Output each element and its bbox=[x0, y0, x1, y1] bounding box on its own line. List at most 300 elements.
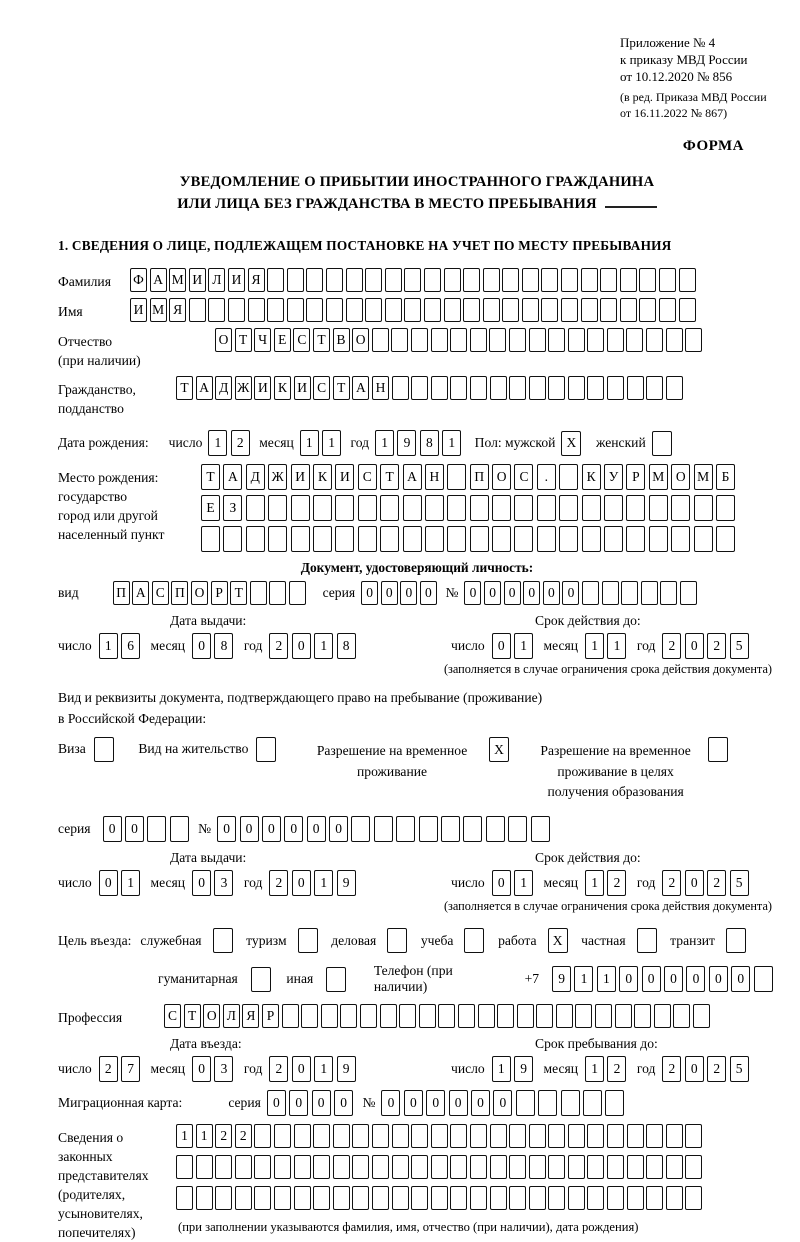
cell[interactable]: А bbox=[150, 268, 167, 292]
cell[interactable] bbox=[248, 298, 265, 322]
cell[interactable] bbox=[294, 1186, 311, 1210]
cell[interactable] bbox=[351, 816, 370, 842]
cell[interactable] bbox=[693, 1004, 710, 1028]
cell[interactable]: Я bbox=[169, 298, 186, 322]
cell[interactable]: И bbox=[291, 464, 310, 490]
cell[interactable] bbox=[575, 1004, 592, 1028]
cell[interactable] bbox=[431, 1124, 448, 1148]
cell[interactable]: В bbox=[333, 328, 350, 352]
cell[interactable] bbox=[380, 1004, 397, 1028]
cell[interactable] bbox=[313, 1186, 330, 1210]
patronymic-cells[interactable] bbox=[215, 328, 705, 352]
cell[interactable] bbox=[267, 298, 284, 322]
cell[interactable] bbox=[514, 495, 533, 521]
cell[interactable]: О bbox=[215, 328, 232, 352]
cell[interactable] bbox=[458, 1004, 475, 1028]
cell[interactable] bbox=[615, 1004, 632, 1028]
cell[interactable] bbox=[537, 526, 556, 552]
cell[interactable] bbox=[196, 1155, 213, 1179]
cell[interactable] bbox=[587, 1186, 604, 1210]
cell[interactable]: 2 bbox=[269, 1056, 288, 1082]
entry-year-cells[interactable] bbox=[269, 1056, 359, 1082]
cell[interactable]: Т bbox=[235, 328, 252, 352]
cell[interactable] bbox=[254, 1155, 271, 1179]
male-checkbox[interactable] bbox=[561, 431, 584, 456]
cell[interactable] bbox=[646, 328, 663, 352]
cell[interactable] bbox=[568, 1124, 585, 1148]
cell[interactable]: Е bbox=[274, 328, 291, 352]
cell[interactable] bbox=[470, 1186, 487, 1210]
cell[interactable] bbox=[652, 431, 672, 456]
cell[interactable] bbox=[250, 581, 267, 605]
cell[interactable] bbox=[94, 737, 114, 762]
cell[interactable] bbox=[444, 268, 461, 292]
cell[interactable] bbox=[189, 298, 206, 322]
cell[interactable] bbox=[313, 526, 332, 552]
cell[interactable] bbox=[607, 1155, 624, 1179]
cell[interactable] bbox=[464, 928, 484, 953]
doc1-valid-month-cells[interactable] bbox=[585, 633, 630, 659]
cell[interactable]: 1 bbox=[314, 1056, 333, 1082]
cell[interactable] bbox=[403, 526, 422, 552]
cell[interactable]: 1 bbox=[176, 1124, 193, 1148]
cell[interactable] bbox=[556, 1004, 573, 1028]
cell[interactable] bbox=[235, 1155, 252, 1179]
cell[interactable] bbox=[637, 928, 657, 953]
cell[interactable] bbox=[754, 966, 773, 992]
cell[interactable]: К bbox=[313, 464, 332, 490]
cell[interactable]: Т bbox=[176, 376, 193, 400]
cell[interactable] bbox=[254, 1124, 271, 1148]
cell[interactable] bbox=[492, 526, 511, 552]
cell[interactable] bbox=[478, 1004, 495, 1028]
cell[interactable] bbox=[538, 1090, 557, 1116]
cell[interactable] bbox=[352, 1155, 369, 1179]
cell[interactable] bbox=[411, 328, 428, 352]
cell[interactable] bbox=[620, 298, 637, 322]
cell[interactable]: Б bbox=[716, 464, 735, 490]
cell[interactable] bbox=[306, 298, 323, 322]
cell[interactable]: Я bbox=[248, 268, 265, 292]
cell[interactable] bbox=[660, 581, 677, 605]
cell[interactable]: 0 bbox=[192, 633, 211, 659]
cell[interactable] bbox=[626, 495, 645, 521]
cell[interactable] bbox=[581, 298, 598, 322]
cell[interactable] bbox=[529, 1124, 546, 1148]
cell[interactable]: 0 bbox=[240, 816, 259, 842]
temp-residence-checkbox[interactable] bbox=[489, 737, 512, 762]
cell[interactable] bbox=[228, 298, 245, 322]
cell[interactable] bbox=[694, 495, 713, 521]
cell[interactable]: О bbox=[191, 581, 208, 605]
cell[interactable]: 0 bbox=[267, 1090, 286, 1116]
cell[interactable] bbox=[326, 268, 343, 292]
cell[interactable]: 0 bbox=[400, 581, 417, 605]
doc1-issue-year-cells[interactable] bbox=[269, 633, 359, 659]
cell[interactable] bbox=[587, 376, 604, 400]
cell[interactable] bbox=[333, 1124, 350, 1148]
cell[interactable]: 1 bbox=[121, 870, 140, 896]
cell[interactable] bbox=[208, 298, 225, 322]
cell[interactable]: Ф bbox=[130, 268, 147, 292]
cell[interactable]: Л bbox=[223, 1004, 240, 1028]
cell[interactable]: С bbox=[313, 376, 330, 400]
cell[interactable] bbox=[529, 328, 546, 352]
cell[interactable]: 8 bbox=[337, 633, 356, 659]
cell[interactable]: 0 bbox=[685, 870, 704, 896]
cell[interactable] bbox=[671, 526, 690, 552]
cell[interactable]: И bbox=[228, 268, 245, 292]
cell[interactable] bbox=[583, 1090, 602, 1116]
cell[interactable]: 2 bbox=[231, 430, 250, 456]
cell[interactable] bbox=[541, 298, 558, 322]
cell[interactable] bbox=[649, 526, 668, 552]
cell[interactable]: 0 bbox=[381, 1090, 400, 1116]
cell[interactable] bbox=[333, 1186, 350, 1210]
cell[interactable] bbox=[450, 1124, 467, 1148]
cell[interactable] bbox=[313, 1124, 330, 1148]
cell[interactable] bbox=[392, 376, 409, 400]
cell[interactable] bbox=[559, 526, 578, 552]
cell[interactable]: 0 bbox=[192, 1056, 211, 1082]
cell[interactable] bbox=[561, 298, 578, 322]
cell[interactable] bbox=[291, 495, 310, 521]
cell[interactable]: 0 bbox=[562, 581, 579, 605]
cell[interactable] bbox=[604, 495, 623, 521]
cell[interactable] bbox=[509, 1124, 526, 1148]
cell[interactable] bbox=[425, 495, 444, 521]
cell[interactable] bbox=[626, 328, 643, 352]
cell[interactable]: 0 bbox=[471, 1090, 490, 1116]
cell[interactable] bbox=[685, 328, 702, 352]
representatives-cells-row2[interactable] bbox=[176, 1155, 705, 1179]
cell[interactable]: 0 bbox=[192, 870, 211, 896]
cell[interactable] bbox=[497, 1004, 514, 1028]
cell[interactable]: 1 bbox=[322, 430, 341, 456]
cell[interactable] bbox=[431, 328, 448, 352]
cell[interactable]: Т bbox=[184, 1004, 201, 1028]
entry-day-cells[interactable] bbox=[99, 1056, 144, 1082]
cell[interactable] bbox=[536, 1004, 553, 1028]
cell[interactable]: О bbox=[203, 1004, 220, 1028]
cell[interactable]: 0 bbox=[404, 1090, 423, 1116]
cell[interactable]: Е bbox=[201, 495, 220, 521]
doc2-issue-year-cells[interactable] bbox=[269, 870, 359, 896]
cell[interactable] bbox=[215, 1186, 232, 1210]
cell[interactable]: И bbox=[130, 298, 147, 322]
cell[interactable] bbox=[509, 328, 526, 352]
cell[interactable]: Д bbox=[215, 376, 232, 400]
cell[interactable] bbox=[274, 1155, 291, 1179]
cell[interactable] bbox=[587, 1155, 604, 1179]
cell[interactable] bbox=[425, 526, 444, 552]
cell[interactable]: . bbox=[537, 464, 556, 490]
cell[interactable] bbox=[287, 298, 304, 322]
cell[interactable] bbox=[372, 1186, 389, 1210]
cell[interactable] bbox=[346, 298, 363, 322]
cell[interactable] bbox=[246, 495, 265, 521]
cell[interactable]: Т bbox=[201, 464, 220, 490]
cell[interactable]: 0 bbox=[292, 870, 311, 896]
cell[interactable]: И bbox=[189, 268, 206, 292]
cell[interactable]: 1 bbox=[514, 870, 533, 896]
cell[interactable]: 1 bbox=[574, 966, 593, 992]
cell[interactable] bbox=[268, 526, 287, 552]
cell[interactable]: 0 bbox=[262, 816, 281, 842]
cell[interactable]: 6 bbox=[121, 633, 140, 659]
cell[interactable]: 2 bbox=[99, 1056, 118, 1082]
visa-checkbox[interactable] bbox=[94, 737, 117, 762]
cell[interactable] bbox=[333, 1155, 350, 1179]
cell[interactable] bbox=[516, 1090, 535, 1116]
stay-month-cells[interactable] bbox=[585, 1056, 630, 1082]
cell[interactable] bbox=[620, 268, 637, 292]
cell[interactable] bbox=[372, 1124, 389, 1148]
purpose-private-checkbox[interactable] bbox=[637, 928, 660, 953]
cell[interactable] bbox=[223, 526, 242, 552]
cell[interactable] bbox=[365, 298, 382, 322]
cell[interactable] bbox=[326, 967, 346, 992]
permit-seria-cells[interactable] bbox=[103, 816, 193, 842]
cell[interactable] bbox=[201, 526, 220, 552]
cell[interactable] bbox=[385, 268, 402, 292]
cell[interactable] bbox=[404, 298, 421, 322]
residence-permit-checkbox[interactable] bbox=[256, 737, 279, 762]
cell[interactable] bbox=[431, 1186, 448, 1210]
cell[interactable] bbox=[372, 328, 389, 352]
cell[interactable]: 0 bbox=[709, 966, 728, 992]
cell[interactable] bbox=[582, 581, 599, 605]
cell[interactable] bbox=[568, 376, 585, 400]
cell[interactable] bbox=[708, 737, 728, 762]
cell[interactable] bbox=[671, 495, 690, 521]
birthplace-cells-row1[interactable] bbox=[201, 464, 738, 490]
cell[interactable]: 0 bbox=[543, 581, 560, 605]
cell[interactable] bbox=[235, 1186, 252, 1210]
cell[interactable] bbox=[306, 268, 323, 292]
cell[interactable] bbox=[301, 1004, 318, 1028]
cell[interactable] bbox=[508, 816, 527, 842]
cell[interactable]: 2 bbox=[662, 870, 681, 896]
cell[interactable]: 1 bbox=[514, 633, 533, 659]
cell[interactable] bbox=[463, 298, 480, 322]
cell[interactable]: С bbox=[358, 464, 377, 490]
cell[interactable]: 1 bbox=[597, 966, 616, 992]
cell[interactable] bbox=[447, 464, 466, 490]
cell[interactable] bbox=[335, 526, 354, 552]
cell[interactable] bbox=[654, 1004, 671, 1028]
cell[interactable]: 0 bbox=[523, 581, 540, 605]
cell[interactable] bbox=[529, 376, 546, 400]
cell[interactable]: 1 bbox=[314, 633, 333, 659]
cell[interactable] bbox=[489, 328, 506, 352]
cell[interactable] bbox=[470, 526, 489, 552]
cell[interactable]: 1 bbox=[208, 430, 227, 456]
cell[interactable] bbox=[447, 495, 466, 521]
cell[interactable]: 2 bbox=[235, 1124, 252, 1148]
cell[interactable] bbox=[391, 328, 408, 352]
cell[interactable]: 1 bbox=[607, 633, 626, 659]
cell[interactable] bbox=[600, 268, 617, 292]
cell[interactable] bbox=[666, 1186, 683, 1210]
cell[interactable]: 9 bbox=[337, 1056, 356, 1082]
cell[interactable] bbox=[492, 495, 511, 521]
cell[interactable]: 9 bbox=[552, 966, 571, 992]
cell[interactable]: М bbox=[169, 268, 186, 292]
cell[interactable] bbox=[267, 268, 284, 292]
cell[interactable]: 0 bbox=[464, 581, 481, 605]
permit-num-cells[interactable] bbox=[217, 816, 553, 842]
cell[interactable]: О bbox=[671, 464, 690, 490]
birth-month-cells[interactable] bbox=[300, 430, 345, 456]
cell[interactable]: 8 bbox=[420, 430, 439, 456]
birthplace-cells-row3[interactable] bbox=[201, 526, 738, 552]
cell[interactable]: 0 bbox=[292, 1056, 311, 1082]
cell[interactable] bbox=[274, 1124, 291, 1148]
cell[interactable]: 0 bbox=[103, 816, 122, 842]
cell[interactable]: Я bbox=[242, 1004, 259, 1028]
edu-residence-checkbox[interactable] bbox=[708, 737, 731, 762]
cell[interactable] bbox=[254, 1186, 271, 1210]
birth-day-cells[interactable] bbox=[208, 430, 253, 456]
cell[interactable]: 3 bbox=[214, 1056, 233, 1082]
cell[interactable] bbox=[568, 1155, 585, 1179]
cell[interactable]: Р bbox=[262, 1004, 279, 1028]
cell[interactable] bbox=[444, 298, 461, 322]
cell[interactable] bbox=[470, 328, 487, 352]
cell[interactable] bbox=[215, 1155, 232, 1179]
cell[interactable] bbox=[517, 1004, 534, 1028]
cell[interactable] bbox=[256, 737, 276, 762]
doc-kind-cells[interactable] bbox=[113, 581, 309, 605]
cell[interactable] bbox=[213, 928, 233, 953]
cell[interactable]: 0 bbox=[642, 966, 661, 992]
cell[interactable]: 0 bbox=[125, 816, 144, 842]
profession-cells[interactable] bbox=[164, 1004, 713, 1028]
cell[interactable]: 0 bbox=[381, 581, 398, 605]
cell[interactable]: X bbox=[561, 431, 581, 456]
cell[interactable]: X bbox=[548, 928, 568, 953]
cell[interactable]: 0 bbox=[329, 816, 348, 842]
cell[interactable]: М bbox=[694, 464, 713, 490]
doc-seria-cells[interactable] bbox=[361, 581, 439, 605]
cell[interactable] bbox=[531, 816, 550, 842]
cell[interactable] bbox=[340, 1004, 357, 1028]
cell[interactable] bbox=[287, 268, 304, 292]
doc1-valid-year-cells[interactable] bbox=[662, 633, 752, 659]
cell[interactable] bbox=[424, 268, 441, 292]
cell[interactable] bbox=[490, 1186, 507, 1210]
cell[interactable] bbox=[291, 526, 310, 552]
cell[interactable] bbox=[607, 376, 624, 400]
cell[interactable] bbox=[509, 1155, 526, 1179]
cell[interactable] bbox=[509, 1186, 526, 1210]
cell[interactable]: 9 bbox=[337, 870, 356, 896]
cell[interactable] bbox=[313, 1155, 330, 1179]
cell[interactable]: 0 bbox=[289, 1090, 308, 1116]
cell[interactable]: З bbox=[223, 495, 242, 521]
stay-day-cells[interactable] bbox=[492, 1056, 537, 1082]
cell[interactable] bbox=[470, 495, 489, 521]
cell[interactable] bbox=[666, 1124, 683, 1148]
cell[interactable]: А bbox=[352, 376, 369, 400]
cell[interactable] bbox=[441, 816, 460, 842]
cell[interactable]: 1 bbox=[585, 633, 604, 659]
cell[interactable] bbox=[514, 526, 533, 552]
cell[interactable] bbox=[548, 328, 565, 352]
cell[interactable]: О bbox=[492, 464, 511, 490]
cell[interactable]: 8 bbox=[214, 633, 233, 659]
cell[interactable]: 0 bbox=[685, 1056, 704, 1082]
cell[interactable] bbox=[694, 526, 713, 552]
doc2-issue-month-cells[interactable] bbox=[192, 870, 237, 896]
cell[interactable]: 2 bbox=[707, 870, 726, 896]
cell[interactable] bbox=[176, 1186, 193, 1210]
doc2-valid-day-cells[interactable] bbox=[492, 870, 537, 896]
cell[interactable] bbox=[659, 268, 676, 292]
cell[interactable] bbox=[490, 1124, 507, 1148]
cell[interactable]: 1 bbox=[585, 1056, 604, 1082]
cell[interactable]: 0 bbox=[484, 581, 501, 605]
cell[interactable]: 1 bbox=[492, 1056, 511, 1082]
cell[interactable]: 0 bbox=[619, 966, 638, 992]
cell[interactable] bbox=[587, 1124, 604, 1148]
cell[interactable]: А bbox=[132, 581, 149, 605]
cell[interactable] bbox=[196, 1186, 213, 1210]
cell[interactable]: X bbox=[489, 737, 509, 762]
cell[interactable]: 2 bbox=[607, 870, 626, 896]
cell[interactable]: 0 bbox=[492, 870, 511, 896]
cell[interactable]: Т bbox=[230, 581, 247, 605]
cell[interactable] bbox=[358, 526, 377, 552]
cell[interactable] bbox=[673, 1004, 690, 1028]
cell[interactable]: 2 bbox=[662, 1056, 681, 1082]
cell[interactable] bbox=[450, 328, 467, 352]
cell[interactable]: 2 bbox=[269, 633, 288, 659]
doc1-valid-day-cells[interactable] bbox=[492, 633, 537, 659]
cell[interactable] bbox=[326, 298, 343, 322]
cell[interactable] bbox=[289, 581, 306, 605]
cell[interactable] bbox=[438, 1004, 455, 1028]
cell[interactable] bbox=[548, 1155, 565, 1179]
cell[interactable] bbox=[372, 1155, 389, 1179]
cell[interactable] bbox=[666, 1155, 683, 1179]
cell[interactable] bbox=[483, 268, 500, 292]
cell[interactable] bbox=[649, 495, 668, 521]
representatives-cells-row3[interactable] bbox=[176, 1186, 705, 1210]
cell[interactable] bbox=[411, 1186, 428, 1210]
cell[interactable] bbox=[541, 268, 558, 292]
cell[interactable] bbox=[403, 495, 422, 521]
cell[interactable]: 1 bbox=[585, 870, 604, 896]
cell[interactable]: Ж bbox=[268, 464, 287, 490]
cell[interactable]: А bbox=[196, 376, 213, 400]
citizenship-cells[interactable] bbox=[176, 376, 685, 400]
cell[interactable] bbox=[313, 495, 332, 521]
cell[interactable] bbox=[392, 1186, 409, 1210]
cell[interactable] bbox=[621, 581, 638, 605]
cell[interactable] bbox=[627, 376, 644, 400]
cell[interactable]: 7 bbox=[121, 1056, 140, 1082]
cell[interactable] bbox=[666, 328, 683, 352]
cell[interactable] bbox=[470, 1155, 487, 1179]
cell[interactable]: 0 bbox=[307, 816, 326, 842]
cell[interactable] bbox=[463, 816, 482, 842]
birthplace-cells-row2[interactable] bbox=[201, 495, 738, 521]
cell[interactable]: С bbox=[293, 328, 310, 352]
cell[interactable] bbox=[607, 1124, 624, 1148]
cell[interactable] bbox=[607, 1186, 624, 1210]
